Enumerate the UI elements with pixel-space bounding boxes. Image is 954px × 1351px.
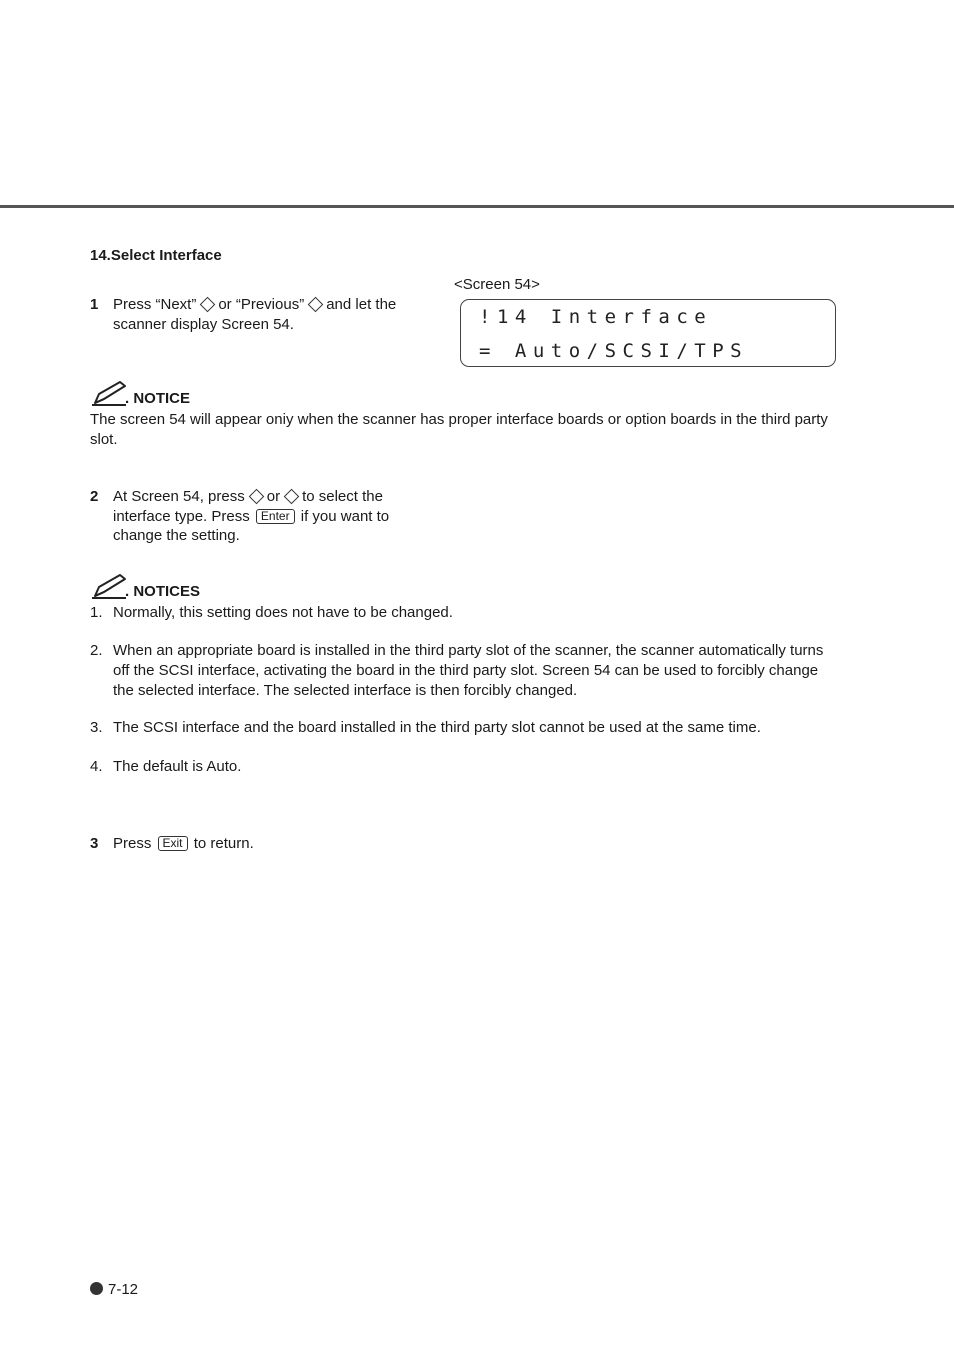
list-item bbox=[90, 718, 840, 738]
list-item-number: 2. bbox=[90, 642, 103, 659]
step-1 bbox=[90, 295, 435, 334]
step-text: or bbox=[266, 488, 281, 505]
notice-label: . NOTICE bbox=[125, 390, 191, 407]
step-text: and let the scanner display Screen 54. bbox=[113, 296, 397, 333]
step-text: or “Previous” bbox=[218, 296, 305, 313]
pen-icon bbox=[90, 380, 128, 408]
bullet-icon bbox=[90, 1282, 103, 1295]
previous-key-icon bbox=[284, 489, 300, 505]
list-item bbox=[90, 641, 840, 701]
step-2 bbox=[90, 487, 435, 546]
next-key-icon bbox=[248, 489, 264, 505]
exit-key: Exit bbox=[158, 836, 188, 851]
list-item-text: Normally, this setting does not have to be changed. bbox=[113, 604, 453, 621]
list-item-text: When an appropriate board is installed in the third party slot of the scanner, the scanner automatically turns off the SCSI interface, activating the board in the third party slot. Screen 54 can be used to forcibly change the selected interface. The selected interface is then forcibly changed. bbox=[113, 642, 824, 699]
step-text: to select the interface type. Press bbox=[113, 488, 383, 525]
list-item-number: 1. bbox=[90, 604, 103, 621]
list-item-text: The default is Auto. bbox=[113, 758, 242, 775]
pen-icon bbox=[90, 573, 128, 601]
page-footer bbox=[90, 1281, 138, 1298]
header-rule bbox=[0, 205, 954, 208]
step-3 bbox=[90, 834, 435, 854]
lcd-line-2: = Auto/SCSI/TPS bbox=[479, 340, 749, 362]
step-text: if you want to change the setting. bbox=[113, 507, 390, 544]
list-item-number: 4. bbox=[90, 758, 103, 775]
previous-key-icon bbox=[308, 297, 324, 313]
step-number: 2 bbox=[90, 488, 99, 505]
list-item bbox=[90, 603, 840, 623]
screen-caption: <Screen 54> bbox=[454, 276, 540, 293]
lcd-screen bbox=[460, 299, 836, 367]
section-title: 14.Select Interface bbox=[90, 247, 222, 264]
step-text: to return. bbox=[193, 835, 254, 852]
lcd-line-1: !14 Interface bbox=[479, 306, 713, 328]
page-number: 7-12 bbox=[108, 1281, 139, 1298]
list-item bbox=[90, 757, 840, 777]
list-item-text: The SCSI interface and the board installed in the third party slot cannot be used at the same time. bbox=[113, 719, 761, 736]
step-text: At Screen 54, press bbox=[113, 488, 245, 505]
notices-label: . NOTICES bbox=[125, 583, 201, 600]
enter-key: Enter bbox=[256, 509, 295, 524]
step-number: 3 bbox=[90, 835, 99, 852]
notice-body: The screen 54 will appear oniy when the scanner has proper interface boards or option boards in the third party slot. bbox=[90, 411, 828, 448]
next-key-icon bbox=[200, 297, 216, 313]
step-text: Press bbox=[113, 835, 152, 852]
list-item-number: 3. bbox=[90, 719, 103, 736]
step-text: Press “Next” bbox=[113, 296, 197, 313]
step-number: 1 bbox=[90, 296, 99, 313]
